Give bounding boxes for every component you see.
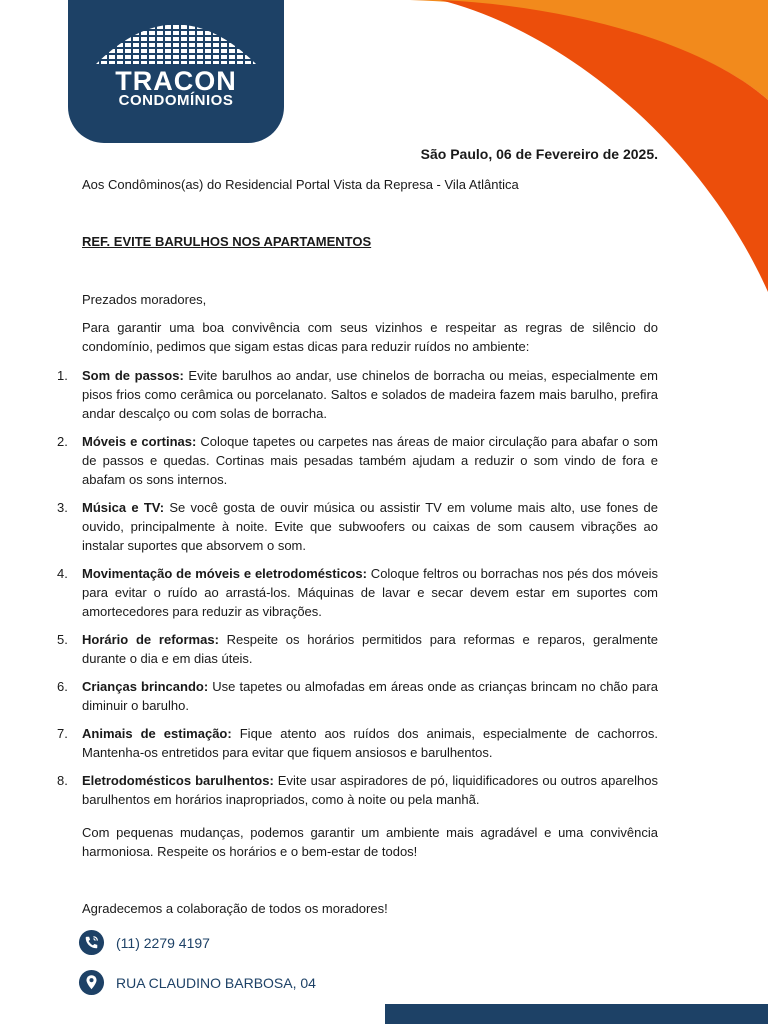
contact-address	[78, 969, 316, 996]
tip-title: Som de passos:	[82, 368, 184, 383]
greeting: Prezados moradores,	[82, 292, 207, 307]
tip-number: 5.	[57, 632, 68, 647]
tip-number: 8.	[57, 773, 68, 788]
tip-item	[57, 498, 659, 555]
tip-item	[57, 366, 658, 423]
tip-item	[57, 564, 658, 621]
tip-title: Música e TV:	[82, 500, 165, 515]
letter-addressee: Aos Condôminos(as) do Residencial Portal Vista da Represa - Vila Atlântica	[82, 177, 519, 192]
address-text: RUA CLAUDINO BARBOSA, 04	[116, 974, 316, 991]
logo-brand-name: TRACON	[115, 66, 237, 96]
tip-title: Horário de reformas:	[82, 632, 219, 647]
closing-paragraph: Com pequenas mudanças, podemos garantir um ambiente mais agradável e uma convivência harmoniosa. Respeite os horários e o bem-estar de todos!	[82, 825, 658, 859]
tip-text: Respeite os horários permitidos para reformas e reparos, geralmente durante o dia e em dias úteis.	[82, 632, 659, 666]
tip-number: 2.	[57, 434, 68, 449]
tip-text: Evite usar aspiradores de pó, liquidificadores ou outros aparelhos barulhentos em horários inapropriados, como à noite ou pela manhã.	[82, 773, 658, 807]
tip-number: 4.	[57, 566, 68, 581]
tip-item	[57, 724, 659, 762]
letter-reference: REF. EVITE BARULHOS NOS APARTAMENTOS	[82, 234, 372, 249]
contact-phone	[78, 929, 210, 956]
tip-text: Se você gosta de ouvir música ou assistir TV em volume mais alto, use fones de ouvido, principalmente à noite. Evite que subwoofers ou caixas de som causem vibrações ao instalar suportes que absorvem o som.	[82, 500, 659, 553]
tip-item	[57, 677, 658, 715]
phone-number: (11) 2279 4197	[116, 934, 210, 951]
location-pin-icon	[78, 969, 105, 996]
tip-title: Movimentação de móveis e eletrodomésticos:	[82, 566, 367, 581]
tip-text: Coloque tapetes ou carpetes nas áreas de maior circulação para abafar o som de passos e quedas. Cortinas mais pesadas também ajudam a reduzir o som vindo de fora e abafam os sons internos.	[82, 434, 658, 487]
company-logo	[68, 0, 284, 143]
tip-number: 6.	[57, 679, 68, 694]
tip-number: 7.	[57, 726, 68, 741]
tip-item	[57, 432, 658, 489]
tip-title: Crianças brincando:	[82, 679, 209, 694]
tip-number: 1.	[57, 368, 68, 383]
tip-text: Use tapetes ou almofadas em áreas onde as crianças brincam no chão para diminuir o barulho.	[82, 679, 658, 713]
logo-brand-subtitle: CONDOMÍNIOS	[118, 92, 234, 109]
tip-item	[57, 630, 659, 668]
tip-item	[57, 771, 658, 809]
tip-title: Eletrodomésticos barulhentos:	[82, 773, 274, 788]
tip-text: Fique atento aos ruídos dos animais, especialmente de cachorros. Mantenha-os entretidos para evitar que fiquem ansiosos e barulhentos.	[82, 726, 659, 760]
tip-title: Animais de estimação:	[82, 726, 232, 741]
thanks-line: Agradecemos a colaboração de todos os moradores!	[82, 901, 388, 916]
tips-list	[57, 366, 659, 818]
letter-date: São Paulo, 06 de Fevereiro de 2025.	[420, 146, 658, 162]
tip-title: Móveis e cortinas:	[82, 434, 197, 449]
tip-text: Coloque feltros ou borrachas nos pés dos móveis para evitar o ruído ao arrastá-los. Máquinas de lavar e secar devem estar em suportes com amortecedores para reduzir as vibrações.	[82, 566, 658, 619]
tip-number: 3.	[57, 500, 68, 515]
phone-icon	[78, 929, 105, 956]
tip-text: Evite barulhos ao andar, use chinelos de borracha ou meias, especialmente em pisos frios como cerâmica ou porcelanato. Saltos e solados de madeira fazem mais barulho, prefira andar descalço ou com solas de borracha.	[82, 368, 658, 421]
footer-bar	[385, 1004, 768, 1024]
intro-paragraph: Para garantir uma boa convivência com seus vizinhos e respeitar as regras de silêncio do condomínio, pedimos que sigam estas dicas para reduzir ruídos no ambiente:	[82, 320, 658, 354]
